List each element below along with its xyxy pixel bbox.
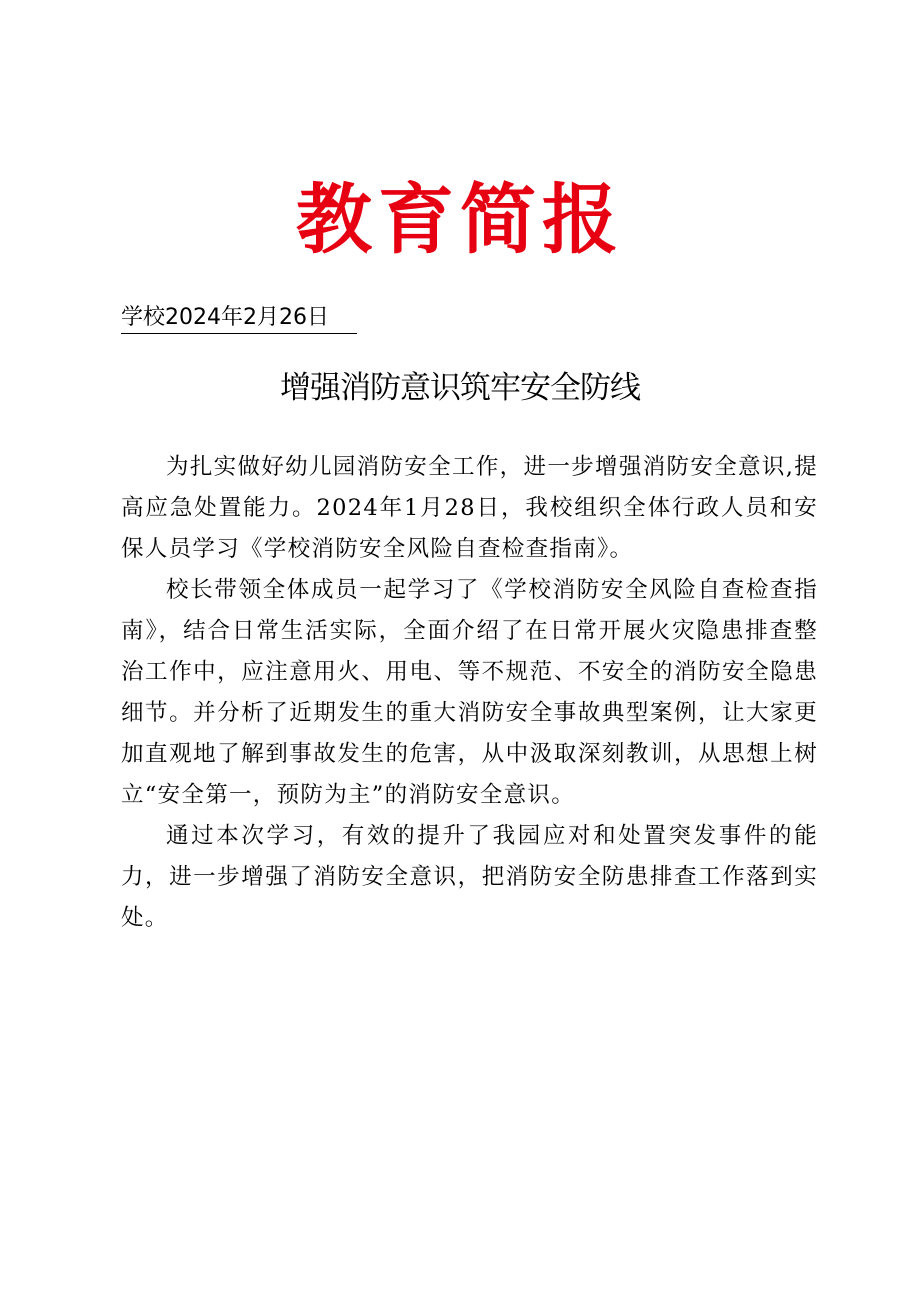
paragraph-2: 校长带领全体成员一起学习了《学校消防安全风险自查检查指南》，结合日常生活实际，全面介绍了在日常开展火灾隐患排查整治工作中，应注意用火、用电、等不规范、不安全的消防安全隐患细节。并分析了近期发生的重大消防安全事故典型案例，让大家更加直观地了解到事故发生的危害，从中汲取深刻教训，从思想上树立“安全第一，预防为主”的消防安全意识。	[121, 577, 818, 808]
article-body	[121, 447, 818, 939]
paragraph-1: 为扎实做好幼儿园消防安全工作，进一步增强消防安全意识,提高应急处置能力。2024年1月28日，我校组织全体行政人员和安保人员学习《学校消防安全风险自查检查指南》。	[121, 454, 818, 562]
paragraph-3: 通过本次学习，有效的提升了我园应对和处置突发事件的能力，进一步增强了消防安全意识，把消防安全防患排查工作落到实处。	[121, 823, 818, 931]
masthead-title: 教育简报	[296, 175, 624, 264]
article-headline: 增强消防意识筑牢安全防线	[280, 370, 640, 406]
dateline: 学校2024年2月26日	[121, 305, 357, 334]
